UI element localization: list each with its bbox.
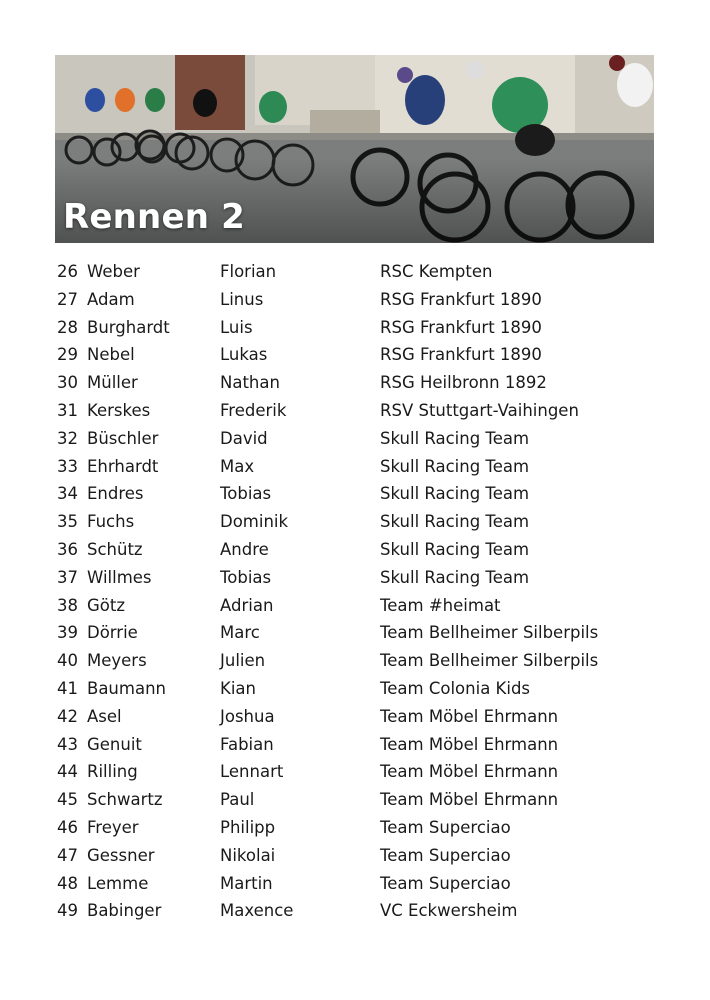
first-name: Kian bbox=[220, 678, 256, 698]
first-name: Tobias bbox=[220, 567, 272, 587]
first-name: Linus bbox=[220, 289, 264, 309]
first-name: Paul bbox=[220, 790, 255, 810]
list-item bbox=[57, 758, 677, 786]
start-number: 37 bbox=[57, 567, 78, 587]
start-number: 48 bbox=[57, 873, 78, 893]
start-number: 49 bbox=[57, 901, 78, 921]
last-name: Weber bbox=[87, 262, 140, 281]
list-item bbox=[57, 592, 677, 620]
last-name: Asel bbox=[87, 706, 122, 726]
start-number: 31 bbox=[57, 400, 78, 420]
first-name: Florian bbox=[220, 262, 277, 281]
team-name: Team Bellheimer Silberpils bbox=[380, 651, 599, 671]
last-name: Willmes bbox=[87, 567, 152, 587]
last-name: Götz bbox=[87, 595, 126, 615]
first-name: Nathan bbox=[220, 373, 280, 393]
banner bbox=[55, 55, 654, 243]
team-name: Skull Racing Team bbox=[380, 484, 530, 504]
start-number: 41 bbox=[57, 678, 78, 698]
first-name: Lennart bbox=[220, 762, 284, 782]
start-number: 26 bbox=[57, 262, 78, 281]
team-name: Team Colonia Kids bbox=[380, 678, 531, 698]
list-item bbox=[57, 369, 677, 397]
last-name: Meyers bbox=[87, 651, 147, 671]
last-name: Schütz bbox=[87, 539, 143, 559]
first-name: Nikolai bbox=[220, 845, 276, 865]
first-name: David bbox=[220, 428, 268, 448]
first-name: Adrian bbox=[220, 595, 274, 615]
list-item bbox=[57, 286, 677, 314]
first-name: Frederik bbox=[220, 400, 287, 420]
team-name: RSG Frankfurt 1890 bbox=[380, 289, 542, 309]
list-item bbox=[57, 814, 677, 842]
last-name: Genuit bbox=[87, 734, 142, 754]
start-number: 46 bbox=[57, 817, 78, 837]
first-name: Julien bbox=[220, 651, 266, 671]
team-name: Team Möbel Ehrmann bbox=[380, 790, 559, 810]
first-name: Martin bbox=[220, 873, 273, 893]
start-number: 47 bbox=[57, 845, 78, 865]
team-name: Team Möbel Ehrmann bbox=[380, 706, 559, 726]
first-name: Maxence bbox=[220, 901, 294, 921]
team-name: VC Eckwersheim bbox=[380, 901, 518, 921]
team-name: RSG Frankfurt 1890 bbox=[380, 345, 542, 365]
team-name: RSC Kempten bbox=[380, 262, 493, 281]
start-number: 38 bbox=[57, 595, 78, 615]
first-name: Dominik bbox=[220, 512, 289, 532]
team-name: RSV Stuttgart-Vaihingen bbox=[380, 400, 579, 420]
list-item bbox=[57, 314, 677, 342]
list-item bbox=[57, 425, 677, 453]
team-name: Skull Racing Team bbox=[380, 567, 530, 587]
team-name: Team Bellheimer Silberpils bbox=[380, 623, 599, 643]
first-name: Joshua bbox=[220, 706, 275, 726]
last-name: Schwartz bbox=[87, 790, 163, 810]
list-item bbox=[57, 703, 677, 731]
start-number: 42 bbox=[57, 706, 78, 726]
first-name: Luis bbox=[220, 317, 253, 337]
start-number: 35 bbox=[57, 512, 78, 532]
start-list bbox=[57, 258, 677, 925]
first-name: Andre bbox=[220, 539, 269, 559]
list-item bbox=[57, 258, 677, 286]
list-item bbox=[57, 675, 677, 703]
list-item bbox=[57, 842, 677, 870]
team-name: Skull Racing Team bbox=[380, 539, 530, 559]
first-name: Marc bbox=[220, 623, 260, 643]
team-name: Team #heimat bbox=[380, 595, 501, 615]
last-name: Adam bbox=[87, 289, 135, 309]
first-name: Fabian bbox=[220, 734, 274, 754]
last-name: Büschler bbox=[87, 428, 159, 448]
page-title: Rennen 2 bbox=[63, 197, 246, 237]
team-name: Skull Racing Team bbox=[380, 428, 530, 448]
start-number: 45 bbox=[57, 790, 78, 810]
start-number: 27 bbox=[57, 289, 78, 309]
last-name: Müller bbox=[87, 373, 138, 393]
start-number: 40 bbox=[57, 651, 78, 671]
last-name: Kerskes bbox=[87, 400, 151, 420]
start-number: 33 bbox=[57, 456, 78, 476]
list-item bbox=[57, 897, 677, 925]
list-item bbox=[57, 397, 677, 425]
list-item bbox=[57, 564, 677, 592]
team-name: Team Möbel Ehrmann bbox=[380, 734, 559, 754]
list-item bbox=[57, 619, 677, 647]
team-name: Team Superciao bbox=[380, 817, 511, 837]
last-name: Freyer bbox=[87, 817, 139, 837]
start-number: 32 bbox=[57, 428, 78, 448]
team-name: Team Superciao bbox=[380, 845, 511, 865]
list-item bbox=[57, 341, 677, 369]
last-name: Ehrhardt bbox=[87, 456, 159, 476]
first-name: Max bbox=[220, 456, 255, 476]
team-name: Team Superciao bbox=[380, 873, 511, 893]
list-item bbox=[57, 870, 677, 898]
last-name: Babinger bbox=[87, 901, 162, 921]
list-item bbox=[57, 647, 677, 675]
last-name: Nebel bbox=[87, 345, 135, 365]
last-name: Burghardt bbox=[87, 317, 170, 337]
last-name: Dörrie bbox=[87, 623, 138, 643]
list-item bbox=[57, 453, 677, 481]
last-name: Gessner bbox=[87, 845, 155, 865]
team-name: Skull Racing Team bbox=[380, 512, 530, 532]
team-name: Team Möbel Ehrmann bbox=[380, 762, 559, 782]
first-name: Tobias bbox=[220, 484, 272, 504]
start-number: 36 bbox=[57, 539, 78, 559]
list-item bbox=[57, 536, 677, 564]
last-name: Baumann bbox=[87, 678, 166, 698]
last-name: Fuchs bbox=[87, 512, 135, 532]
team-name: RSG Heilbronn 1892 bbox=[380, 373, 547, 393]
start-number: 44 bbox=[57, 762, 78, 782]
first-name: Philipp bbox=[220, 817, 276, 837]
list-item bbox=[57, 731, 677, 759]
start-number: 43 bbox=[57, 734, 78, 754]
list-item bbox=[57, 786, 677, 814]
start-number: 39 bbox=[57, 623, 78, 643]
last-name: Lemme bbox=[87, 873, 149, 893]
start-number: 34 bbox=[57, 484, 78, 504]
list-item bbox=[57, 508, 677, 536]
start-number: 28 bbox=[57, 317, 78, 337]
team-name: RSG Frankfurt 1890 bbox=[380, 317, 542, 337]
last-name: Rilling bbox=[87, 762, 138, 782]
list-item bbox=[57, 480, 677, 508]
last-name: Endres bbox=[87, 484, 144, 504]
first-name: Lukas bbox=[220, 345, 268, 365]
start-number: 29 bbox=[57, 345, 78, 365]
start-number: 30 bbox=[57, 373, 78, 393]
team-name: Skull Racing Team bbox=[380, 456, 530, 476]
